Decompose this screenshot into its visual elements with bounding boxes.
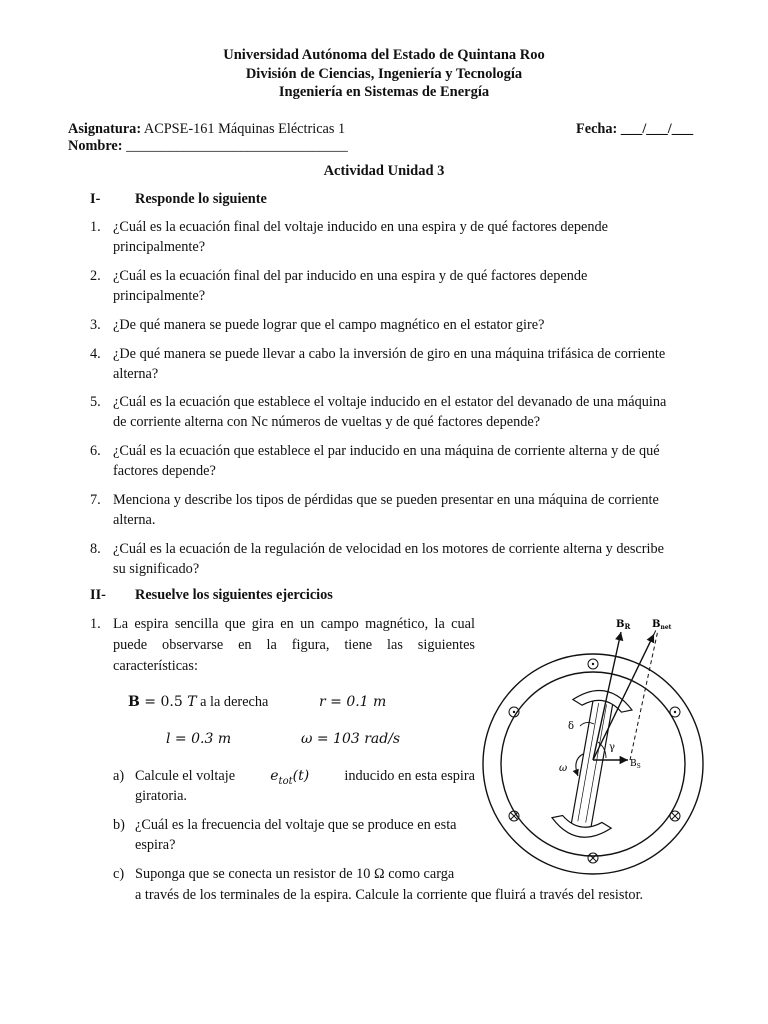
- param-l: l = 0.3 m: [166, 731, 232, 747]
- question-1: [90, 217, 700, 257]
- question-line-2: alterna.: [113, 512, 156, 528]
- exercise-number: 1.: [90, 616, 101, 632]
- asignatura-line: [68, 121, 345, 138]
- question-line-1: ¿Cuál es la ecuación final del voltaje inducido en una espira y de qué factores depende: [113, 219, 609, 235]
- question-5: [90, 392, 700, 432]
- question-line-1: ¿Cuál es la ecuación que establece el par inducido en una máquina de corriente alterna y de qué: [113, 443, 660, 459]
- question-6: [90, 441, 700, 481]
- item-a-text-post: inducido en esta espira: [344, 768, 475, 784]
- param-b-direction: a la derecha: [196, 694, 269, 710]
- delta-label: δ: [568, 721, 575, 732]
- question-line-2: principalmente?: [113, 288, 206, 304]
- question-8: [90, 539, 700, 579]
- br-label: $B_R$: [616, 619, 631, 631]
- question-line-1: ¿Cuál es la ecuación de la regulación de velocidad en los motores de corriente alterna y describe: [113, 541, 664, 557]
- question-3: [90, 315, 700, 335]
- param-b-value: = 0.5: [139, 694, 188, 710]
- fecha-label: Fecha:: [576, 121, 618, 137]
- question-number: 8.: [90, 541, 101, 557]
- gamma-label: γ: [609, 742, 615, 753]
- section-2-heading: Resuelve los siguientes ejercicios: [135, 587, 333, 603]
- question-line-1: ¿Cuál es la ecuación final del par inducido en una espira y de qué factores depende: [113, 268, 588, 284]
- item-a-line-2: giratoria.: [135, 788, 188, 804]
- item-c-label: c): [113, 866, 125, 882]
- exercise-line-2: puede observarse en la figura, tiene las siguientes: [113, 637, 475, 653]
- question-4: [90, 344, 700, 384]
- asignatura-label: Asignatura:: [68, 121, 142, 137]
- question-line-1: ¿Cuál es la ecuación que establece el voltaje inducido en el estator del devanado de una máquina: [113, 394, 667, 410]
- param-b-unit: T: [187, 694, 197, 710]
- item-b-line-1: ¿Cuál es la frecuencia del voltaje que se produce en esta: [135, 817, 457, 833]
- conductor-dot-icon: [670, 707, 680, 717]
- item-b-line-2: espira?: [135, 837, 176, 853]
- question-number: 7.: [90, 492, 101, 508]
- university-name: Universidad Autónoma del Estado de Quintana Roo: [223, 47, 545, 63]
- conductor-cross-icon: [588, 853, 598, 863]
- question-number: 1.: [90, 219, 101, 235]
- param-omega: ω = 103 rad/s: [301, 731, 401, 747]
- question-line-1: ¿De qué manera se puede llevar a cabo la inversión de giro en una máquina trifásica de corriente: [113, 346, 666, 362]
- question-line-2: alterna?: [113, 366, 159, 382]
- exercise-line-3: características:: [113, 658, 198, 674]
- item-c-line-1: Suponga que se conecta un resistor de 10 Ω como carga: [135, 866, 455, 882]
- question-number: 2.: [90, 268, 101, 284]
- question-7: [90, 490, 700, 530]
- rotor-bottom-shoe: [550, 814, 612, 842]
- delta-arc: [580, 722, 594, 726]
- rotating-loop-figure: [480, 608, 710, 883]
- item-b-label: b): [113, 817, 125, 833]
- program-name: Ingeniería en Sistemas de Energía: [278, 84, 490, 100]
- item-a-symbol: $e_{tot}(t)$: [270, 768, 310, 787]
- section-2-numeral: II-: [90, 587, 106, 603]
- stator-outer-ring: [483, 654, 703, 874]
- exercise-line-1: La espira sencilla que gira en un campo magnético, la cual: [113, 616, 475, 632]
- nombre-line: [68, 138, 348, 155]
- nombre-label: Nombre:: [68, 138, 123, 154]
- question-number: 6.: [90, 443, 101, 459]
- section-1-heading: Responde lo siguiente: [135, 191, 267, 207]
- asignatura-value: ACPSE-161 Máquinas Eléctricas 1: [143, 121, 346, 137]
- question-number: 3.: [90, 317, 101, 333]
- question-line-1: Menciona y describe los tipos de pérdidas que se pueden presentar en una máquina de corriente: [113, 492, 659, 508]
- item-a-text-pre: Calcule el voltaje: [135, 768, 236, 784]
- param-r: r = 0.1 m: [319, 694, 387, 710]
- conductor-dot-icon: [588, 659, 598, 669]
- bs-label: $B_S$: [630, 759, 641, 770]
- question-line-2: factores depende?: [113, 463, 216, 479]
- section-1-numeral: I-: [90, 191, 101, 207]
- question-line-2: principalmente?: [113, 239, 206, 255]
- conductor-cross-icon: [670, 811, 680, 821]
- question-line-2: su significado?: [113, 561, 200, 577]
- question-number: 5.: [90, 394, 101, 410]
- question-number: 4.: [90, 346, 101, 362]
- param-b: [128, 692, 268, 712]
- nombre-value: _______________________________: [126, 138, 348, 154]
- param-b-symbol: B: [128, 694, 140, 710]
- activity-title: Actividad Unidad 3: [323, 163, 445, 179]
- item-c-line-2: a través de los terminales de la espira. Calcule la corriente que fluirá a través del resistor.: [135, 887, 644, 903]
- omega-label: ω: [559, 763, 568, 774]
- question-line-1: ¿De qué manera se puede lograr que el campo magnético en el estator gire?: [113, 317, 545, 333]
- question-2: [90, 266, 700, 306]
- fecha-line: [576, 121, 693, 138]
- division-name: División de Ciencias, Ingeniería y Tecnología: [245, 66, 523, 82]
- fecha-value: ___/___/___: [620, 121, 694, 137]
- bnet-label: $B_{net}$: [652, 619, 672, 631]
- question-line-2: de corriente alterna con Nc números de vueltas y de qué factores depende?: [113, 414, 541, 430]
- item-a-label: a): [113, 768, 125, 784]
